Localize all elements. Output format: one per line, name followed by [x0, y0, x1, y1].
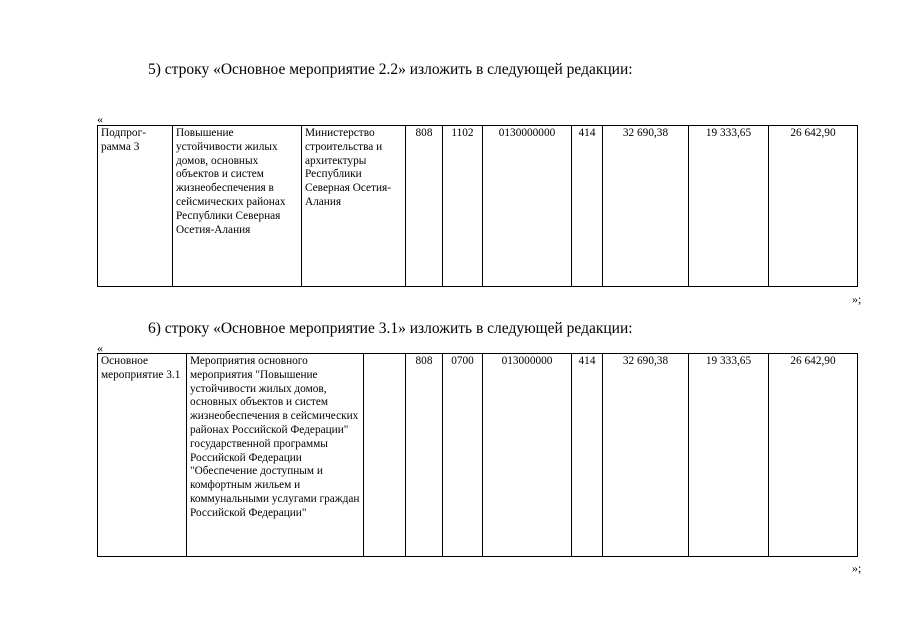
- value-2-cell: 19 333,65: [689, 354, 769, 557]
- table-row: [98, 126, 858, 287]
- rzpr-cell: 0700: [443, 354, 483, 557]
- vr-cell: 414: [572, 126, 603, 287]
- row-name-cell: Подпрог-рамма 3: [98, 126, 173, 287]
- vr-cell: 414: [572, 354, 603, 557]
- section-5-heading: 5) строку «Основное мероприятие 2.2» изложить в следующей редакции:: [148, 61, 633, 78]
- section-5-open-quote: «: [97, 112, 103, 126]
- rzpr-cell: 1102: [443, 126, 483, 287]
- value-3-cell: 26 642,90: [769, 126, 858, 287]
- csr-cell: 0130000000: [483, 126, 572, 287]
- value-2-cell: 19 333,65: [689, 126, 769, 287]
- section-6-table: [97, 353, 858, 557]
- section-5-close-quote: »;: [852, 292, 862, 306]
- grbs-cell: 808: [406, 354, 443, 557]
- value-1-cell: 32 690,38: [603, 126, 689, 287]
- grbs-cell: 808: [406, 126, 443, 287]
- row-title-cell: Повышение устойчивости жилых домов, основных объектов и систем жизнеобеспечения в сейсмических районах Республики Северная Осетия-Алания: [173, 126, 302, 287]
- section-5-table: [97, 125, 858, 287]
- value-1-cell: 32 690,38: [603, 354, 689, 557]
- csr-cell: 013000000: [483, 354, 572, 557]
- row-executor-cell: Министерство строительства и архитектуры Республики Северная Осетия-Алания: [302, 126, 406, 287]
- row-name-cell: Основное мероприятие 3.1: [98, 354, 187, 557]
- row-executor-cell: [364, 354, 406, 557]
- section-6-heading: 6) строку «Основное мероприятие 3.1» изложить в следующей редакции:: [148, 320, 633, 337]
- section-6-open-quote: «: [97, 341, 103, 355]
- table-row: [98, 354, 858, 557]
- row-title-cell: Мероприятия основного мероприятия "Повышение устойчивости жилых домов, основных объектов и систем жизнеобеспечения в сейсмических районах Российской Федерации" государственной программы Российской Федерации "Обеспечение доступным и комфортным жильем и коммунальными услугами граждан Российской Федерации": [187, 354, 364, 557]
- value-3-cell: 26 642,90: [769, 354, 858, 557]
- section-6-close-quote: »;: [852, 561, 862, 575]
